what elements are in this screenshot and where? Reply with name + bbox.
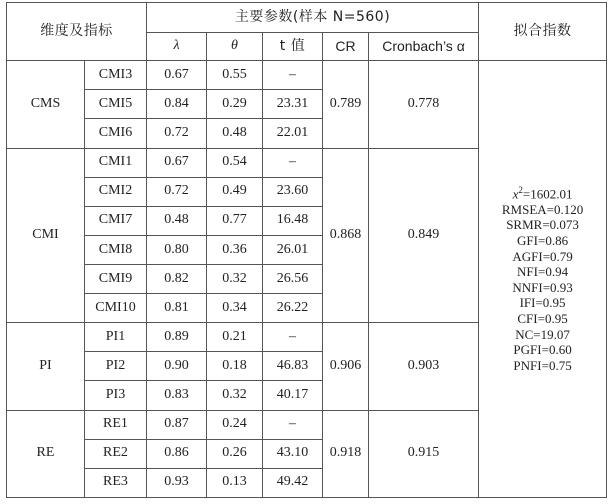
header-row-1 (7, 3, 607, 33)
fit-index-value: =0.120 (546, 201, 584, 217)
theta-cell: 0.18 (207, 352, 263, 381)
fit-index-value: =0.94 (537, 264, 569, 280)
fit-index-value: =1602.01 (522, 186, 573, 202)
fit-index-value: =0.073 (542, 217, 579, 233)
fit-index-line (479, 233, 606, 249)
t-value-cell: 22.01 (263, 119, 323, 148)
lambda-cell: 0.89 (147, 323, 207, 352)
dimension-cell: CMI (7, 148, 85, 323)
header-theta: θ (207, 33, 263, 61)
fit-index-value: =0.95 (537, 310, 568, 326)
t-value-cell: – (263, 410, 323, 439)
indicator-cell: CMI6 (85, 119, 147, 148)
fit-indices-cell (479, 61, 607, 498)
fit-index-line (479, 249, 606, 265)
theta-cell: 0.49 (207, 177, 263, 206)
indicator-cell: CMI3 (85, 61, 147, 90)
fit-index-line (479, 295, 606, 311)
theta-cell: 0.24 (207, 410, 263, 439)
header-cronbach: Cronbach’s α (369, 33, 479, 61)
indicator-cell: CMI1 (85, 148, 147, 177)
fit-index-line (479, 327, 606, 343)
theta-cell: 0.34 (207, 294, 263, 323)
indicator-cell: CMI8 (85, 235, 147, 264)
fit-index-value: =0.60 (541, 342, 572, 358)
t-value-cell: 26.01 (263, 235, 323, 264)
fit-index-label: GFI (517, 232, 538, 248)
fit-index-label: NNFI (512, 279, 543, 295)
t-value-cell: 23.60 (263, 177, 323, 206)
fit-index-line (479, 264, 606, 280)
fit-index-label: SRMR (506, 217, 543, 233)
lambda-cell: 0.86 (147, 439, 207, 468)
header-fit: 拟合指数 (479, 3, 607, 61)
lambda-cell: 0.87 (147, 410, 207, 439)
lambda-cell: 0.72 (147, 119, 207, 148)
t-value-cell: 23.31 (263, 90, 323, 119)
fit-index-label: AGFI (512, 248, 543, 264)
fit-index-label: x (512, 186, 519, 202)
alpha-cell: 0.849 (369, 148, 479, 323)
header-dimension: 维度及指标 (7, 3, 147, 61)
lambda-cell: 0.83 (147, 381, 207, 410)
fit-index-line (479, 217, 606, 233)
t-value-cell: 49.42 (263, 468, 323, 497)
theta-cell: 0.55 (207, 61, 263, 90)
cfa-results-table (6, 2, 607, 498)
fit-index-value: =19.07 (533, 326, 570, 342)
header-cr: CR (323, 33, 369, 61)
theta-cell: 0.77 (207, 206, 263, 235)
theta-cell: 0.32 (207, 264, 263, 293)
indicator-cell: CMI5 (85, 90, 147, 119)
cr-cell: 0.906 (323, 323, 369, 410)
alpha-cell: 0.778 (369, 61, 479, 148)
t-value-cell: 26.56 (263, 264, 323, 293)
fit-index-value: =0.86 (537, 232, 569, 248)
fit-index-value: =0.95 (535, 295, 566, 311)
indicator-cell: CMI7 (85, 206, 147, 235)
fit-index-label: IFI (519, 295, 536, 311)
lambda-cell: 0.67 (147, 61, 207, 90)
fit-index-label: RMSEA (501, 201, 547, 217)
fit-index-line (479, 311, 606, 327)
lambda-cell: 0.48 (147, 206, 207, 235)
indicator-cell: CMI9 (85, 264, 147, 293)
indicator-cell: RE3 (85, 468, 147, 497)
fit-index-label: PNFI (513, 357, 542, 373)
t-value-cell: – (263, 323, 323, 352)
t-value-cell: 16.48 (263, 206, 323, 235)
theta-cell: 0.13 (207, 468, 263, 497)
lambda-cell: 0.84 (147, 90, 207, 119)
table-row (7, 61, 607, 90)
theta-cell: 0.29 (207, 90, 263, 119)
lambda-cell: 0.67 (147, 148, 207, 177)
header-t-value: t 值 (263, 33, 323, 61)
dimension-cell: CMS (7, 61, 85, 148)
indicator-cell: CMI2 (85, 177, 147, 206)
fit-index-label: PGFI (513, 342, 542, 358)
indicator-cell: PI2 (85, 352, 147, 381)
fit-index-superscript: 2 (518, 184, 523, 195)
fit-index-value: =0.93 (542, 279, 573, 295)
t-value-cell: 46.83 (263, 352, 323, 381)
theta-cell: 0.21 (207, 323, 263, 352)
indicator-cell: CMI10 (85, 294, 147, 323)
lambda-cell: 0.81 (147, 294, 207, 323)
cr-cell: 0.789 (323, 61, 369, 148)
theta-cell: 0.36 (207, 235, 263, 264)
lambda-cell: 0.82 (147, 264, 207, 293)
t-value-cell: 43.10 (263, 439, 323, 468)
theta-cell: 0.54 (207, 148, 263, 177)
t-value-cell: – (263, 61, 323, 90)
theta-cell: 0.26 (207, 439, 263, 468)
header-main-params: 主要参数(样本 N=560) (147, 3, 479, 33)
t-value-cell: 26.22 (263, 294, 323, 323)
dimension-cell: PI (7, 323, 85, 410)
indicator-cell: RE2 (85, 439, 147, 468)
theta-cell: 0.32 (207, 381, 263, 410)
indicator-cell: PI3 (85, 381, 147, 410)
fit-index-label: CFI (517, 310, 538, 326)
fit-index-line (479, 358, 606, 374)
lambda-cell: 0.80 (147, 235, 207, 264)
indicator-cell: RE1 (85, 410, 147, 439)
cr-cell: 0.918 (323, 410, 369, 497)
cr-cell: 0.868 (323, 148, 369, 323)
fit-index-line (479, 280, 606, 296)
fit-index-label: NC (515, 326, 534, 342)
lambda-cell: 0.93 (147, 468, 207, 497)
lambda-cell: 0.72 (147, 177, 207, 206)
lambda-cell: 0.90 (147, 352, 207, 381)
theta-cell: 0.48 (207, 119, 263, 148)
fit-index-line (479, 342, 606, 358)
alpha-cell: 0.915 (369, 410, 479, 497)
t-value-cell: 40.17 (263, 381, 323, 410)
t-value-cell: – (263, 148, 323, 177)
fit-index-line (479, 185, 606, 202)
indicator-cell: PI1 (85, 323, 147, 352)
alpha-cell: 0.903 (369, 323, 479, 410)
fit-index-value: =0.79 (542, 248, 573, 264)
dimension-cell: RE (7, 410, 85, 497)
fit-index-label: NFI (517, 264, 538, 280)
fit-index-line (479, 202, 606, 218)
fit-index-value: =0.75 (541, 357, 572, 373)
header-lambda: λ (147, 33, 207, 61)
